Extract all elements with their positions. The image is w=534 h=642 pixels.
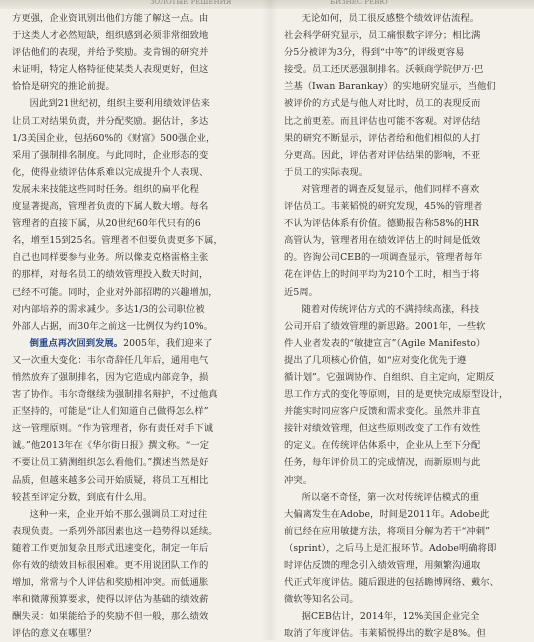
right-column-line: 的定义。在传统评估体系中，企业从上至下分配 (284, 440, 481, 452)
left-column-line: 管理者的直接下属，从20世纪60年代只有的6 (12, 218, 201, 230)
page-gutter (262, 0, 278, 640)
right-column-line: 大偏离发生在Adobe，时间是2011年。Adobe此 (284, 508, 490, 520)
right-column-line: 冲突。 (284, 474, 313, 486)
left-column-line: 评估的意义在哪里？ (12, 628, 97, 640)
right-column-line: 高管认为，管理者用在绩效评估上的时间是低效 (284, 235, 481, 247)
right-column-line: 社会科学研究显示，员工痛恨数字评分；相比满 (284, 30, 481, 42)
left-column-line: 让员工对结果负责，并分配奖励。据估计，多达 (12, 115, 209, 127)
right-column-line: 兰基（Iwan Barankay）的实地研究显示，当他们 (284, 81, 496, 93)
right-column-line: 接针对绩效管理，但这些原则改变了工作有效性 (284, 423, 481, 435)
left-column-line: 恰恰是研究的推论前提。 (12, 81, 115, 93)
left-column-line: 率和微薄预算要求，使得以评估为基础的绩效薪 (12, 594, 209, 606)
left-column-line: 自己也同样要参与业务。所以像麦克格雷格主张 (12, 252, 209, 264)
left-column-line: 酬失灵：如果能给予的奖励不但一般，那么绩效 (12, 611, 209, 623)
left-column-line: 正坚持的，可能是“让人们知道自己做得怎么样” (12, 406, 209, 418)
header-strip-left: ЗОЛОТЫЕ РЕШЕНИЯ (150, 0, 232, 6)
right-column-line: 公司开启了绩效管理的新思路。2001年，一些软 (284, 320, 486, 332)
right-column-line: 无论如何，员工很反感整个绩效评估流程。 (301, 13, 480, 24)
right-column-line: 取消了年度评估。韦莱韬悦得出的数字是8%。但 (284, 628, 486, 640)
right-column-line: （sprint），之后马上是汇报环节。Adobe明确将即 (284, 542, 497, 554)
right-column-line: 微软等知名公司。 (284, 594, 359, 606)
left-column-line: 随着工作更加复杂且形式迅速变化，制定一年后 (12, 542, 209, 554)
left-column-line: 已经不可能。同时，企业对外部招聘的兴趣增加， (12, 286, 218, 298)
right-column-line: 花在评估上的时间平均为210个工时，相当于将 (284, 269, 480, 281)
left-column-line: 增加，常常与个人评估和奖励相冲突。而低通胀 (12, 577, 209, 589)
left-column-line: 发展未来技能这些同时任务。组织的扁平化程 (12, 183, 199, 195)
right-column-line: 分更高。因此，评估者对评估结果的影响，不亚 (284, 149, 481, 161)
left-column-line: 1/3美国企业，包括60%的《财富》500强企业， (12, 132, 216, 144)
right-column-line: 时评估反馈的理念引入绩效管理，用频繁沟通取 (284, 560, 481, 571)
left-column-line: 悄然放弃了强制排名，因为它造成内部竞争，损 (12, 371, 209, 383)
header-strip-right: БИЗНЕС РЕВЮ (330, 0, 388, 6)
left-column-line: 不要让员工猜测组织怎么看他们。”撰述当然是好 (12, 457, 209, 469)
left-column-line: 因此到21世纪初，组织主要利用绩效评估来 (29, 98, 210, 110)
left-column-line: 化，使得业绩评估体系难以完成提升个人表现、 (12, 166, 209, 178)
left-column-line: 于这类人才必然短缺，组织感到必须非常细致地 (12, 30, 209, 42)
right-column-line: 评估员工。韦莱韬悦的研究发现，45%的管理者 (284, 201, 483, 213)
right-column-line: 代正式年度评估。随后跟进的包括瞻博网络、戴尔、 (284, 577, 499, 589)
right-column-line: 近5周。 (284, 286, 319, 298)
right-column-line: 任务，每年评价员工的完成情况，而新原则与此 (284, 457, 481, 469)
left-column-line: 评估他们的表现，并给予奖励。麦肯锡的研究并 (12, 47, 209, 59)
left-column-line: 名，增至15到25名。管理者不但要负责更多下属， (12, 235, 223, 247)
right-column-line: 件人业者发表的“敏捷宣言”（Agile Manifesto） (284, 337, 486, 349)
right-column-line: 对管理者的调查反复显示，他们同样不喜欢 (301, 183, 480, 195)
heading-followtext: 2005年，我们迎来了 (123, 337, 213, 349)
left-column-line: 方更强，企业资讯别出他们方能了解这一点。由 (12, 13, 209, 24)
left-column-line: 的那样，对每名员工的绩效管理投入数天时间， (12, 269, 209, 281)
right-column-line: 所以毫不奇怪，第一次对传统评估模式的重 (301, 491, 480, 503)
right-column (284, 10, 524, 642)
right-column-line: 随着对传统评估方式的不满持续高涨，科技 (301, 303, 480, 315)
right-column-line: 分5分被评为3分，得到“中等”的评级更容易 (284, 47, 465, 59)
left-column-line: 这一管理原则。“作为管理者，你有责任对手下诚 (12, 423, 214, 435)
right-column-line: 果的研究不断显示，评估者给和他们相似的人打 (284, 132, 481, 144)
section-heading: 倒重点再次回到发展。 (29, 337, 124, 349)
left-column-line: 采用了强制排名制度。与此同时，企业形态的变 (12, 149, 209, 161)
right-column-line: 提出了几项核心价值，如“应对变化优先于遵 (284, 354, 467, 366)
right-column-line: 不认为评估体系有价值。德勤报告称58%的HR (284, 218, 479, 230)
left-column-line: 害了协作。韦尔奇继续为强制排名辩护，不过他真 (12, 389, 218, 401)
right-column-line: 于员工的实际表现。 (284, 166, 369, 178)
left-column-line: 表现负责。一系列外部因素也这一趋势得以延续。 (12, 525, 218, 537)
right-column-line: 前已经在应用敏捷方法，将项目分解为若干“冲刺” (284, 525, 490, 537)
left-column-line: 品质，但越来越多公司开始质疑，将员工互相比 (12, 474, 209, 486)
right-column-line: 并能实时同应客户反馈和需求变化。虽然并非直 (284, 406, 481, 418)
right-column-line: 接受。员工还厌恶强制排名。沃顿商学院伊万·巴 (284, 64, 484, 76)
left-column-line: 你有效的绩效目标很困难。更不用说团队工作的 (12, 560, 209, 571)
left-column (12, 10, 258, 642)
left-column-line: 又一次重大变化：韦尔奇辞任几年后，通用电气 (12, 354, 209, 366)
right-column-line: 思工作方式的变化等原则，目的是更快完成原型设计， (284, 389, 509, 401)
right-column-line: 的。咨询公司CEB的一项调查显示，管理者每年 (284, 252, 483, 264)
left-column-line: 度显著提高，管理者负责的下属人数大增。每名 (12, 201, 209, 213)
left-column-line: 未证明，特定人格特征使某类人表现更好，但这 (12, 64, 209, 76)
left-column-line: 较甚至评定分数，到底有什么用。 (12, 491, 153, 503)
left-column-line: 这种一来，企业开始不那么强调员工对过往 (29, 508, 208, 520)
left-column-line (12, 335, 258, 352)
right-column-line: 比之前更差。而且评估也可能不客观。对评估结 (284, 115, 481, 127)
right-column-line: 被评价的方式是与他人对比时，员工的表现反而 (284, 98, 481, 110)
right-column-line: 循计划”。它强调协作、自组织、自主定向，定期反 (284, 371, 495, 383)
right-column-line: 据CEB估计，2014年，12%美国企业完全 (301, 611, 480, 623)
left-column-line: 外部人占据，而30年之前这一比例仅为约10%。 (12, 320, 213, 332)
left-column-line: 对内部培养的需求减少。多达1/3的公司职位被 (12, 303, 205, 315)
left-column-line: 诚。”他2013年在《华尔街日报》撰文称。“一定 (12, 440, 210, 452)
